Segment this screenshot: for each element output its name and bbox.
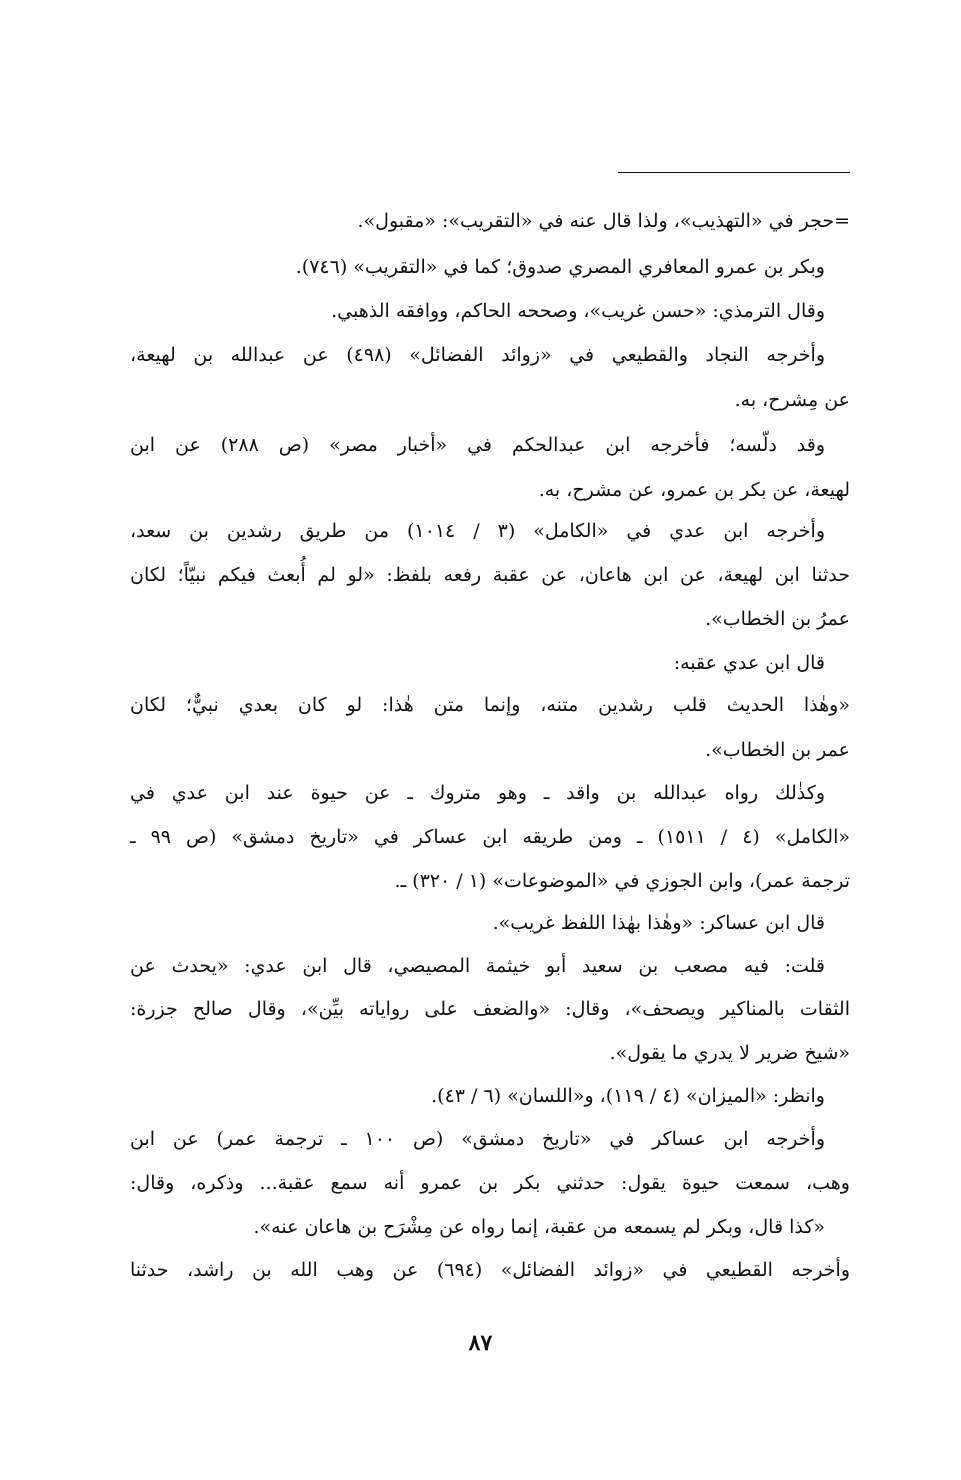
text-line: وكذٰلك رواه عبدالله بن واقد ـ وهو متروك ـ عن حيوة عند ابن عدي في: [130, 782, 826, 804]
text-line: «شيخ ضرير لا يدري ما يقول».: [609, 1042, 850, 1064]
text-line: وأخرجه ابن عدي في «الكامل» (٣ / ١٠١٤) من طريق رشدين بن سعد،: [130, 520, 825, 542]
text-line: وانظر: «الميزان» (٤ / ١١٩)، و«اللسان» (٦ / ٤٣).: [431, 1085, 825, 1107]
text-line: ترجمة عمر)، وابن الجوزي في «الموضوعات» (١ / ٣٢٠) ـ.: [394, 870, 850, 892]
text-line: وأخرجه القطيعي في «زوائد الفضائل» (٦٩٤) عن وهب الله بن راشد، حدثنا: [130, 1259, 851, 1281]
text-line: وبكر بن عمرو المعافري المصري صدوق؛ كما في «التقريب» (٧٤٦).: [295, 256, 825, 278]
text-line: «كذا قال، وبكر لم يسمعه من عقبة، إنما رواه عن مِشْرَح بن هاعان عنه».: [253, 1216, 825, 1238]
text-line: قال ابن عساكر: «وهٰذا بهٰذا اللفظ غريب».: [492, 912, 825, 934]
footnote-separator: [618, 172, 850, 173]
text-line: وهب، سمعت حيوة يقول: حدثني بكر بن عمرو أنه سمع عقبة... وذكره، وقال:: [130, 1172, 850, 1194]
text-line: حدثنا ابن لهيعة، عن ابن هاعان، عن عقبة رفعه بلفظ: «لو لم أُبعث فيكم نبيّاً؛ لكان: [130, 564, 850, 586]
text-line: عمرُ بن الخطاب».: [705, 608, 850, 630]
text-line: عمر بن الخطاب».: [705, 739, 850, 761]
text-line: =حجر في «التهذيب»، ولذا قال عنه في «التقريب»: «مقبول».: [357, 210, 850, 232]
text-line: قلت: فيه مصعب بن سعيد أبو خيثمة المصيصي، قال ابن عدي: «يحدث عن: [130, 955, 825, 977]
text-line: وقال الترمذي: «حسن غريب»، وصححه الحاكم، ووافقه الذهبي.: [331, 300, 825, 322]
text-line: عن مِشرح، به.: [734, 389, 850, 411]
text-line: لهيعة، عن بكر بن عمرو، عن مشرح، به.: [538, 479, 850, 501]
text-line: وأخرجه ابن عساكر في «تاريخ دمشق» (ص ١٠٠ ـ ترجمة عمر) عن ابن: [130, 1128, 825, 1150]
text-line: وأخرجه النجاد والقطيعي في «زوائد الفضائل» (٤٩٨) عن عبدالله بن لهيعة،: [130, 344, 826, 366]
text-line: الثقات بالمناكير ويصحف»، وقال: «والضعف على رواياته بيِّن»، وقال صالح جزرة:: [130, 998, 850, 1020]
text-line: «الكامل» (٤ / ١٥١١) ـ ومن طريقه ابن عساكر في «تاريخ دمشق» (ص ٩٩ ـ: [130, 826, 851, 848]
text-line: وقد دلّسه؛ فأخرجه ابن عبدالحكم في «أخبار مصر» (ص ٢٨٨) عن ابن: [130, 434, 825, 456]
page-number: ٨٧: [468, 1330, 493, 1356]
text-line: قال ابن عدي عقبه:: [673, 652, 825, 674]
text-line: «وهٰذا الحديث قلب رشدين متنه، وإنما متن هٰذا: لو كان بعدي نبيٌّ؛ لكان: [130, 694, 850, 716]
